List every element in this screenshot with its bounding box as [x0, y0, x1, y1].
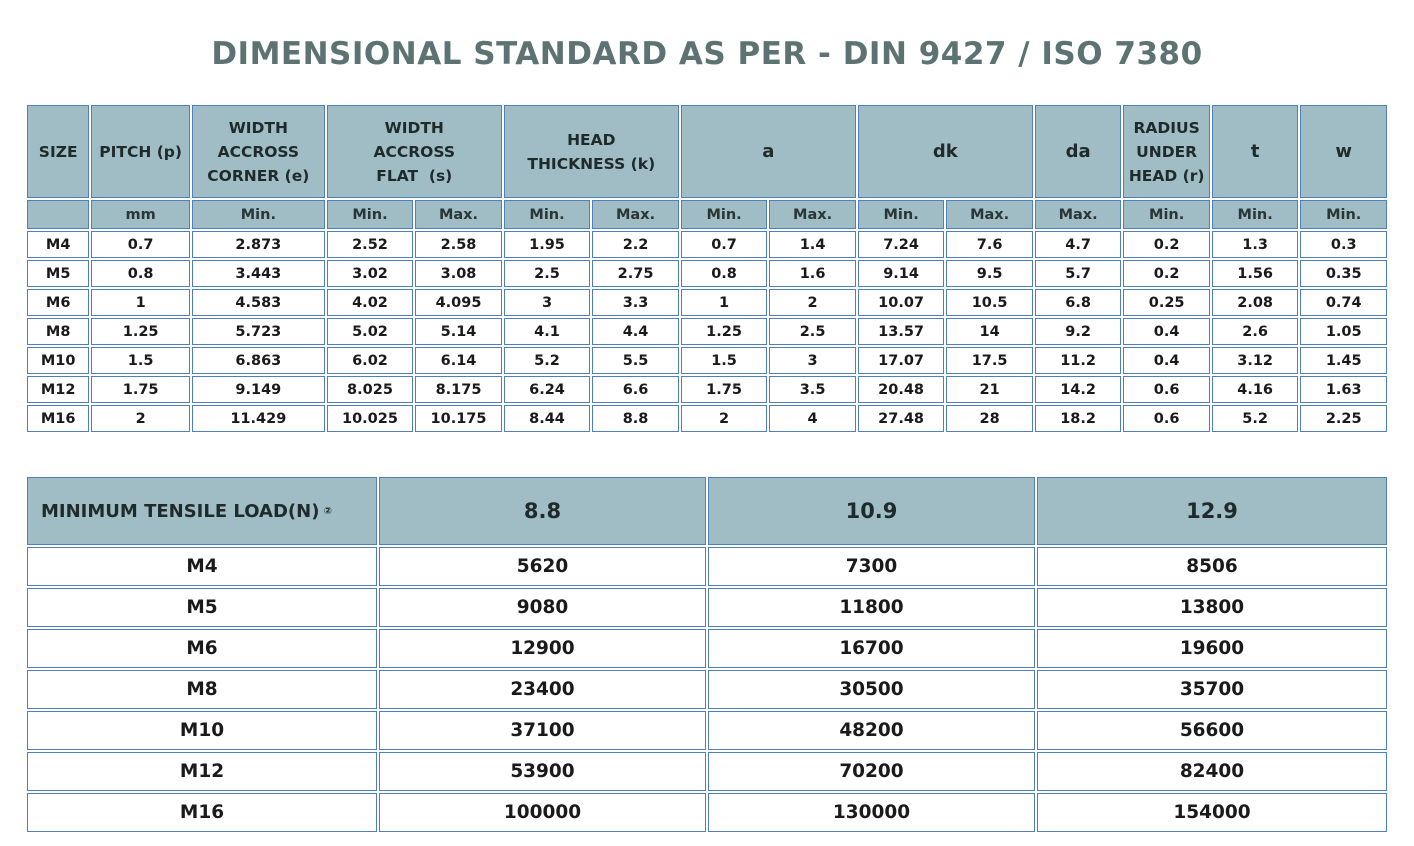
- header-w: w: [1300, 105, 1387, 198]
- value-cell: 2: [769, 289, 856, 316]
- value-cell: 27.48: [858, 405, 945, 432]
- value-cell: 3.12: [1212, 347, 1299, 374]
- value-cell: 0.7: [681, 231, 768, 258]
- value-cell: 0.8: [681, 260, 768, 287]
- value-cell: 9.14: [858, 260, 945, 287]
- value-cell: 28: [946, 405, 1033, 432]
- size-cell: M8: [27, 318, 89, 345]
- size-cell: M10: [27, 347, 89, 374]
- value-cell: 1.4: [769, 231, 856, 258]
- header-radius-under-head: RADIUS UNDER HEAD (r): [1123, 105, 1210, 198]
- units-cell: Min.: [504, 200, 591, 229]
- value-cell: 2.75: [592, 260, 679, 287]
- table-row: [27, 793, 1387, 832]
- value-cell: 1.5: [681, 347, 768, 374]
- load-value-cell: 23400: [379, 670, 706, 709]
- value-cell: 6.6: [592, 376, 679, 403]
- grade-10-9-header: 10.9: [708, 477, 1035, 545]
- value-cell: 1.6: [769, 260, 856, 287]
- header-width-across-flat: WIDTH ACCROSS FLAT (s): [327, 105, 502, 198]
- value-cell: 0.8: [91, 260, 190, 287]
- units-cell: Max.: [946, 200, 1033, 229]
- value-cell: 3.3: [592, 289, 679, 316]
- size-cell: M4: [27, 547, 377, 586]
- value-cell: 10.175: [415, 405, 502, 432]
- table-row: [27, 629, 1387, 668]
- value-cell: 17.5: [946, 347, 1033, 374]
- units-cell: Max.: [592, 200, 679, 229]
- table-row: [27, 588, 1387, 627]
- load-value-cell: 19600: [1037, 629, 1387, 668]
- value-cell: 13.57: [858, 318, 945, 345]
- value-cell: 8.44: [504, 405, 591, 432]
- units-cell: Max.: [769, 200, 856, 229]
- value-cell: 1.25: [91, 318, 190, 345]
- header-pitch: PITCH (p): [91, 105, 190, 198]
- value-cell: 9.149: [192, 376, 325, 403]
- units-cell: Max.: [1035, 200, 1122, 229]
- value-cell: 11.2: [1035, 347, 1122, 374]
- size-cell: M5: [27, 260, 89, 287]
- value-cell: 14.2: [1035, 376, 1122, 403]
- table-row: [27, 289, 1387, 316]
- value-cell: 2.2: [592, 231, 679, 258]
- grade-8-8-header: 8.8: [379, 477, 706, 545]
- header-dk: dk: [858, 105, 1033, 198]
- size-cell: M6: [27, 629, 377, 668]
- value-cell: 1.45: [1300, 347, 1387, 374]
- value-cell: 17.07: [858, 347, 945, 374]
- value-cell: 2: [91, 405, 190, 432]
- value-cell: 3.02: [327, 260, 414, 287]
- value-cell: 3: [504, 289, 591, 316]
- value-cell: 7.6: [946, 231, 1033, 258]
- load-value-cell: 7300: [708, 547, 1035, 586]
- header-a: a: [681, 105, 856, 198]
- value-cell: 3.5: [769, 376, 856, 403]
- value-cell: 10.025: [327, 405, 414, 432]
- units-cell-empty: [27, 200, 89, 229]
- table-row: [27, 405, 1387, 432]
- load-value-cell: 100000: [379, 793, 706, 832]
- units-cell: Min.: [192, 200, 325, 229]
- value-cell: 2.873: [192, 231, 325, 258]
- value-cell: 6.14: [415, 347, 502, 374]
- value-cell: 4.095: [415, 289, 502, 316]
- value-cell: 5.2: [1212, 405, 1299, 432]
- size-cell: M12: [27, 752, 377, 791]
- value-cell: 4.7: [1035, 231, 1122, 258]
- value-cell: 21: [946, 376, 1033, 403]
- value-cell: 4: [769, 405, 856, 432]
- size-cell: M5: [27, 588, 377, 627]
- value-cell: 8.8: [592, 405, 679, 432]
- value-cell: 2: [681, 405, 768, 432]
- units-cell: Min.: [681, 200, 768, 229]
- load-value-cell: 56600: [1037, 711, 1387, 750]
- value-cell: 1.75: [91, 376, 190, 403]
- header-size: SIZE: [27, 105, 89, 198]
- load-value-cell: 16700: [708, 629, 1035, 668]
- units-cell: Min.: [1300, 200, 1387, 229]
- value-cell: 1.95: [504, 231, 591, 258]
- value-cell: 1.63: [1300, 376, 1387, 403]
- value-cell: 5.02: [327, 318, 414, 345]
- load-value-cell: 12900: [379, 629, 706, 668]
- value-cell: 7.24: [858, 231, 945, 258]
- size-cell: M6: [27, 289, 89, 316]
- value-cell: 1.75: [681, 376, 768, 403]
- value-cell: 1: [681, 289, 768, 316]
- value-cell: 0.2: [1123, 231, 1210, 258]
- value-cell: 8.175: [415, 376, 502, 403]
- value-cell: 0.35: [1300, 260, 1387, 287]
- load-value-cell: 53900: [379, 752, 706, 791]
- value-cell: 5.723: [192, 318, 325, 345]
- value-cell: 5.14: [415, 318, 502, 345]
- load-value-cell: 13800: [1037, 588, 1387, 627]
- units-cell: Min.: [1123, 200, 1210, 229]
- value-cell: 6.863: [192, 347, 325, 374]
- value-cell: 2.5: [769, 318, 856, 345]
- header-da: da: [1035, 105, 1122, 198]
- units-cell: Max.: [415, 200, 502, 229]
- dimensional-table-body: [27, 231, 1387, 432]
- value-cell: 10.5: [946, 289, 1033, 316]
- table-row: [27, 260, 1387, 287]
- load-value-cell: 30500: [708, 670, 1035, 709]
- value-cell: 0.4: [1123, 318, 1210, 345]
- value-cell: 4.16: [1212, 376, 1299, 403]
- load-value-cell: 8506: [1037, 547, 1387, 586]
- value-cell: 2.25: [1300, 405, 1387, 432]
- value-cell: 14: [946, 318, 1033, 345]
- units-cell: Min.: [858, 200, 945, 229]
- load-value-cell: 130000: [708, 793, 1035, 832]
- value-cell: 1.56: [1212, 260, 1299, 287]
- value-cell: 4.1: [504, 318, 591, 345]
- table-row: [27, 711, 1387, 750]
- value-cell: 10.07: [858, 289, 945, 316]
- footnote-marker: ②: [323, 506, 332, 517]
- value-cell: 2.52: [327, 231, 414, 258]
- size-cell: M12: [27, 376, 89, 403]
- value-cell: 4.4: [592, 318, 679, 345]
- value-cell: 1.05: [1300, 318, 1387, 345]
- units-cell: mm: [91, 200, 190, 229]
- value-cell: 2.58: [415, 231, 502, 258]
- value-cell: 2.6: [1212, 318, 1299, 345]
- value-cell: 2.5: [504, 260, 591, 287]
- dimensional-table: [25, 103, 1389, 434]
- value-cell: 0.2: [1123, 260, 1210, 287]
- value-cell: 1.3: [1212, 231, 1299, 258]
- tensile-load-header: MINIMUM TENSILE LOAD(N) ②: [27, 477, 377, 545]
- value-cell: 0.25: [1123, 289, 1210, 316]
- units-row: [27, 200, 1387, 229]
- size-cell: M8: [27, 670, 377, 709]
- value-cell: 1: [91, 289, 190, 316]
- value-cell: 2.08: [1212, 289, 1299, 316]
- table-row: [27, 231, 1387, 258]
- value-cell: 6.8: [1035, 289, 1122, 316]
- load-value-cell: 5620: [379, 547, 706, 586]
- units-cell: Min.: [1212, 200, 1299, 229]
- header-width-across-corner: WIDTH ACCROSS CORNER (e): [192, 105, 325, 198]
- load-value-cell: 70200: [708, 752, 1035, 791]
- value-cell: 5.5: [592, 347, 679, 374]
- value-cell: 1.25: [681, 318, 768, 345]
- size-cell: M16: [27, 793, 377, 832]
- value-cell: 0.4: [1123, 347, 1210, 374]
- tensile-load-table: [25, 475, 1389, 834]
- load-value-cell: 11800: [708, 588, 1035, 627]
- load-value-cell: 48200: [708, 711, 1035, 750]
- value-cell: 8.025: [327, 376, 414, 403]
- value-cell: 3.443: [192, 260, 325, 287]
- table-row: [27, 318, 1387, 345]
- load-value-cell: 9080: [379, 588, 706, 627]
- size-cell: M4: [27, 231, 89, 258]
- value-cell: 5.7: [1035, 260, 1122, 287]
- table-row: [27, 547, 1387, 586]
- value-cell: 0.7: [91, 231, 190, 258]
- value-cell: 6.24: [504, 376, 591, 403]
- value-cell: 4.583: [192, 289, 325, 316]
- value-cell: 9.2: [1035, 318, 1122, 345]
- value-cell: 18.2: [1035, 405, 1122, 432]
- value-cell: 3.08: [415, 260, 502, 287]
- header-t: t: [1212, 105, 1299, 198]
- value-cell: 0.6: [1123, 376, 1210, 403]
- grade-12-9-header: 12.9: [1037, 477, 1387, 545]
- value-cell: 9.5: [946, 260, 1033, 287]
- value-cell: 11.429: [192, 405, 325, 432]
- value-cell: 3: [769, 347, 856, 374]
- size-cell: M16: [27, 405, 89, 432]
- units-cell: Min.: [327, 200, 414, 229]
- value-cell: 0.6: [1123, 405, 1210, 432]
- table-row: [27, 347, 1387, 374]
- value-cell: 1.5: [91, 347, 190, 374]
- load-value-cell: 82400: [1037, 752, 1387, 791]
- page-title: DIMENSIONAL STANDARD AS PER - DIN 9427 / ISO 7380: [211, 36, 1203, 72]
- load-value-cell: 35700: [1037, 670, 1387, 709]
- value-cell: 6.02: [327, 347, 414, 374]
- load-value-cell: 154000: [1037, 793, 1387, 832]
- tensile-load-table-body: [27, 547, 1387, 832]
- load-value-cell: 37100: [379, 711, 706, 750]
- header-head-thickness: HEAD THICKNESS (k): [504, 105, 679, 198]
- table-row: [27, 376, 1387, 403]
- value-cell: 0.74: [1300, 289, 1387, 316]
- value-cell: 4.02: [327, 289, 414, 316]
- value-cell: 0.3: [1300, 231, 1387, 258]
- size-cell: M10: [27, 711, 377, 750]
- value-cell: 5.2: [504, 347, 591, 374]
- table-row: [27, 752, 1387, 791]
- value-cell: 20.48: [858, 376, 945, 403]
- table-row: [27, 670, 1387, 709]
